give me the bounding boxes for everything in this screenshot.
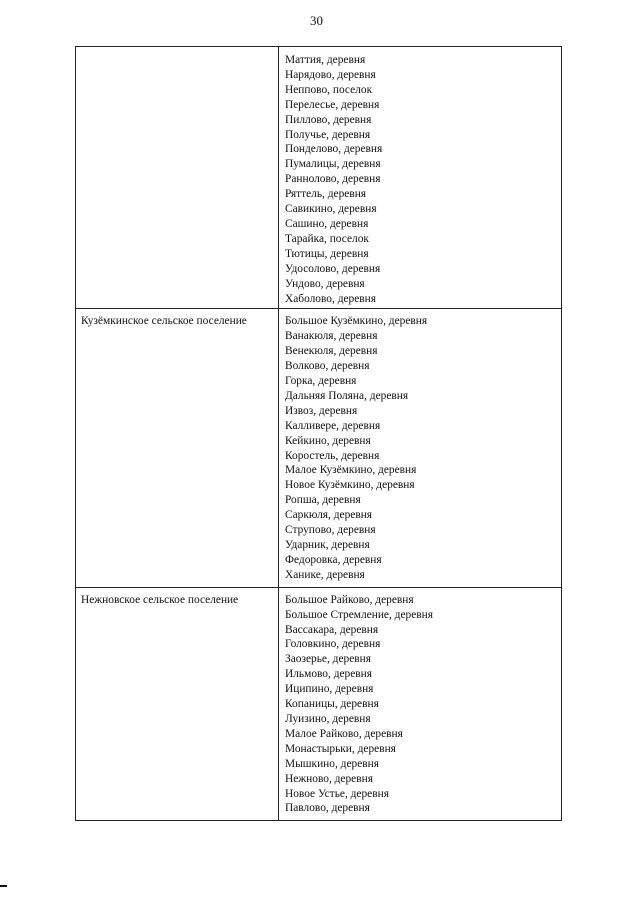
place-item: Перелесье, деревня [285, 98, 380, 111]
settlement-name [76, 47, 278, 52]
place-item: Нарядово, деревня [285, 68, 376, 81]
place-item: Неппово, поселок [285, 83, 373, 96]
place-item: Пумалицы, деревня [285, 158, 381, 171]
place-item: Федоровка, деревня [285, 553, 382, 566]
place-item: Ударник, деревня [285, 539, 370, 551]
place-item: Получье, деревня [285, 128, 371, 141]
place-item: Тютицы, деревня [285, 247, 369, 260]
place-item: Большое Райково, деревня [285, 593, 414, 606]
place-item: Мышкино, деревня [285, 757, 379, 770]
place-item: Коростель, деревня [285, 449, 380, 462]
place-item: Саркюля, деревня [285, 509, 373, 522]
place-item: Новое Кузёмкино, деревня [285, 479, 415, 492]
place-item: Большое Стремление, деревня [285, 608, 433, 621]
place-item: Волково, деревня [285, 360, 370, 373]
place-item: Тарайка, поселок [285, 232, 369, 245]
settlements-table [75, 46, 562, 821]
place-list [279, 47, 561, 308]
place-item: Хаболово, деревня [285, 292, 377, 305]
place-item: Калливере, деревня [285, 419, 381, 432]
place-item: Дальняя Поляна, деревня [285, 389, 409, 402]
page-number: 30 [310, 13, 323, 28]
place-item: Ундово, деревня [285, 277, 365, 290]
place-item: Маттия, деревня [285, 54, 366, 66]
settlement-name: Кузёмкинское сельское поселение [81, 315, 247, 328]
place-item: Павлово, деревня [285, 802, 370, 815]
place-item: Большое Кузёмкино, деревня [285, 315, 428, 328]
place-item: Удосолово, деревня [285, 262, 381, 275]
settlement-cell [76, 47, 279, 309]
place-item: Головкино, деревня [285, 638, 381, 651]
place-item: Луизино, деревня [285, 712, 371, 725]
place-item: Ропша, деревня [285, 494, 361, 507]
place-item: Извоз, деревня [285, 404, 358, 417]
settlement-cell [76, 587, 279, 821]
place-item: Кейкино, деревня [285, 434, 371, 447]
place-item: Новое Устье, деревня [285, 787, 389, 800]
place-item: Струпово, деревня [285, 524, 376, 537]
place-item: Горка, деревня [285, 375, 357, 388]
place-item: Ряттель, деревня [285, 188, 367, 201]
place-list [279, 588, 561, 821]
place-item: Малое Кузёмкино, деревня [285, 464, 417, 477]
place-item: Ильмово, деревня [285, 668, 373, 681]
place-item: Копаницы, деревня [285, 698, 379, 711]
table-row [76, 309, 562, 587]
place-item: Вассакара, деревня [285, 623, 379, 636]
settlement-cell [76, 309, 279, 587]
place-item: Заозерье, деревня [285, 653, 371, 666]
place-item: Иципино, деревня [285, 683, 374, 696]
place-item: Ванакюля, деревня [285, 330, 378, 343]
place-item: Понделово, деревня [285, 143, 383, 156]
places-cell [279, 47, 562, 309]
place-item: Венекюля, деревня [285, 345, 378, 358]
scan-margin-mark [0, 885, 7, 887]
place-item: Нежново, деревня [285, 772, 373, 785]
places-cell [279, 587, 562, 821]
place-item: Монастырьки, деревня [285, 742, 396, 755]
place-item: Ханике, деревня [285, 568, 365, 581]
place-list [279, 309, 561, 586]
places-cell [279, 309, 562, 587]
place-item: Сашино, деревня [285, 217, 369, 230]
table-row [76, 47, 562, 309]
table-row [76, 587, 562, 821]
place-item: Савикино, деревня [285, 203, 377, 216]
place-item: Пиллово, деревня [285, 113, 372, 126]
place-item: Раннолово, деревня [285, 173, 381, 186]
settlement-name: Нежновское сельское поселение [81, 593, 239, 606]
place-item: Малое Райково, деревня [285, 727, 403, 740]
